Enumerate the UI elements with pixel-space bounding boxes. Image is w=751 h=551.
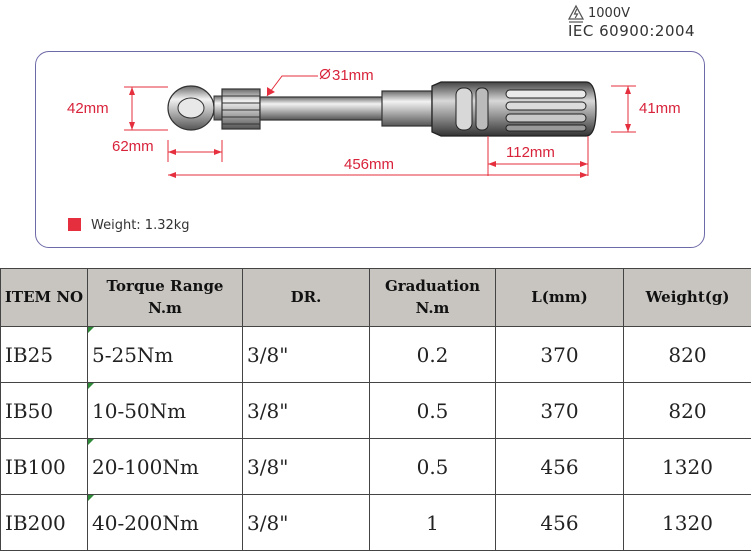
table-row <box>1 383 751 439</box>
wrench-diagram-panel <box>35 51 705 248</box>
head-length-label: 62mm <box>112 138 154 155</box>
cell-weight: 820 <box>624 327 751 383</box>
cell-length: 456 <box>496 439 624 495</box>
cell-length: 456 <box>496 495 624 551</box>
table-row <box>1 327 751 383</box>
cell-weight: 1320 <box>624 495 751 551</box>
red-square-icon <box>68 218 81 231</box>
header-graduation: Graduation N.m <box>370 269 496 327</box>
ratchet-head <box>168 86 222 130</box>
cell-length: 370 <box>496 383 624 439</box>
cell-drive: 3/8" <box>243 383 370 439</box>
diameter-icon <box>320 69 330 79</box>
header-item-no: ITEM NO <box>1 269 88 327</box>
ribbed-collar <box>222 89 260 129</box>
head-height-label: 42mm <box>67 100 109 117</box>
cell-graduation: 0.5 <box>370 439 496 495</box>
header-drive: DR. <box>243 269 370 327</box>
spec-table <box>0 268 751 551</box>
handle-length-label: 112mm <box>506 144 555 161</box>
cell-item: IB100 <box>1 439 88 495</box>
cell-drive: 3/8" <box>243 327 370 383</box>
table-row <box>1 495 751 551</box>
cell-drive: 3/8" <box>243 495 370 551</box>
weight-note <box>68 218 190 233</box>
header-length: L(mm) <box>496 269 624 327</box>
voltage-rating: 1000V <box>588 6 630 21</box>
weight-text: Weight: 1.32kg <box>91 218 190 233</box>
table-header-row <box>1 269 751 327</box>
header-weight: Weight(g) <box>624 269 751 327</box>
cell-torque: 10-50Nm <box>88 383 243 439</box>
cell-torque: 20-100Nm <box>88 439 243 495</box>
total-length-label: 456mm <box>344 156 394 173</box>
cell-drive: 3/8" <box>243 439 370 495</box>
cell-torque: 5-25Nm <box>88 327 243 383</box>
table-row <box>1 439 751 495</box>
cell-torque: 40-200Nm <box>88 495 243 551</box>
cell-graduation: 0.2 <box>370 327 496 383</box>
iec-standard: IEC 60900:2004 <box>568 22 695 40</box>
cell-weight: 820 <box>624 383 751 439</box>
cell-item: IB50 <box>1 383 88 439</box>
cell-item: IB200 <box>1 495 88 551</box>
handle-height-label: 41mm <box>639 100 681 117</box>
header-torque-range: Torque Range N.m <box>88 269 243 327</box>
cell-item: IB25 <box>1 327 88 383</box>
cell-graduation: 1 <box>370 495 496 551</box>
high-voltage-triangle-icon <box>568 4 584 24</box>
shaft-diameter-label: 31mm <box>332 67 374 84</box>
grip-handle <box>432 82 596 136</box>
cell-weight: 1320 <box>624 439 751 495</box>
cell-graduation: 0.5 <box>370 383 496 439</box>
cell-length: 370 <box>496 327 624 383</box>
